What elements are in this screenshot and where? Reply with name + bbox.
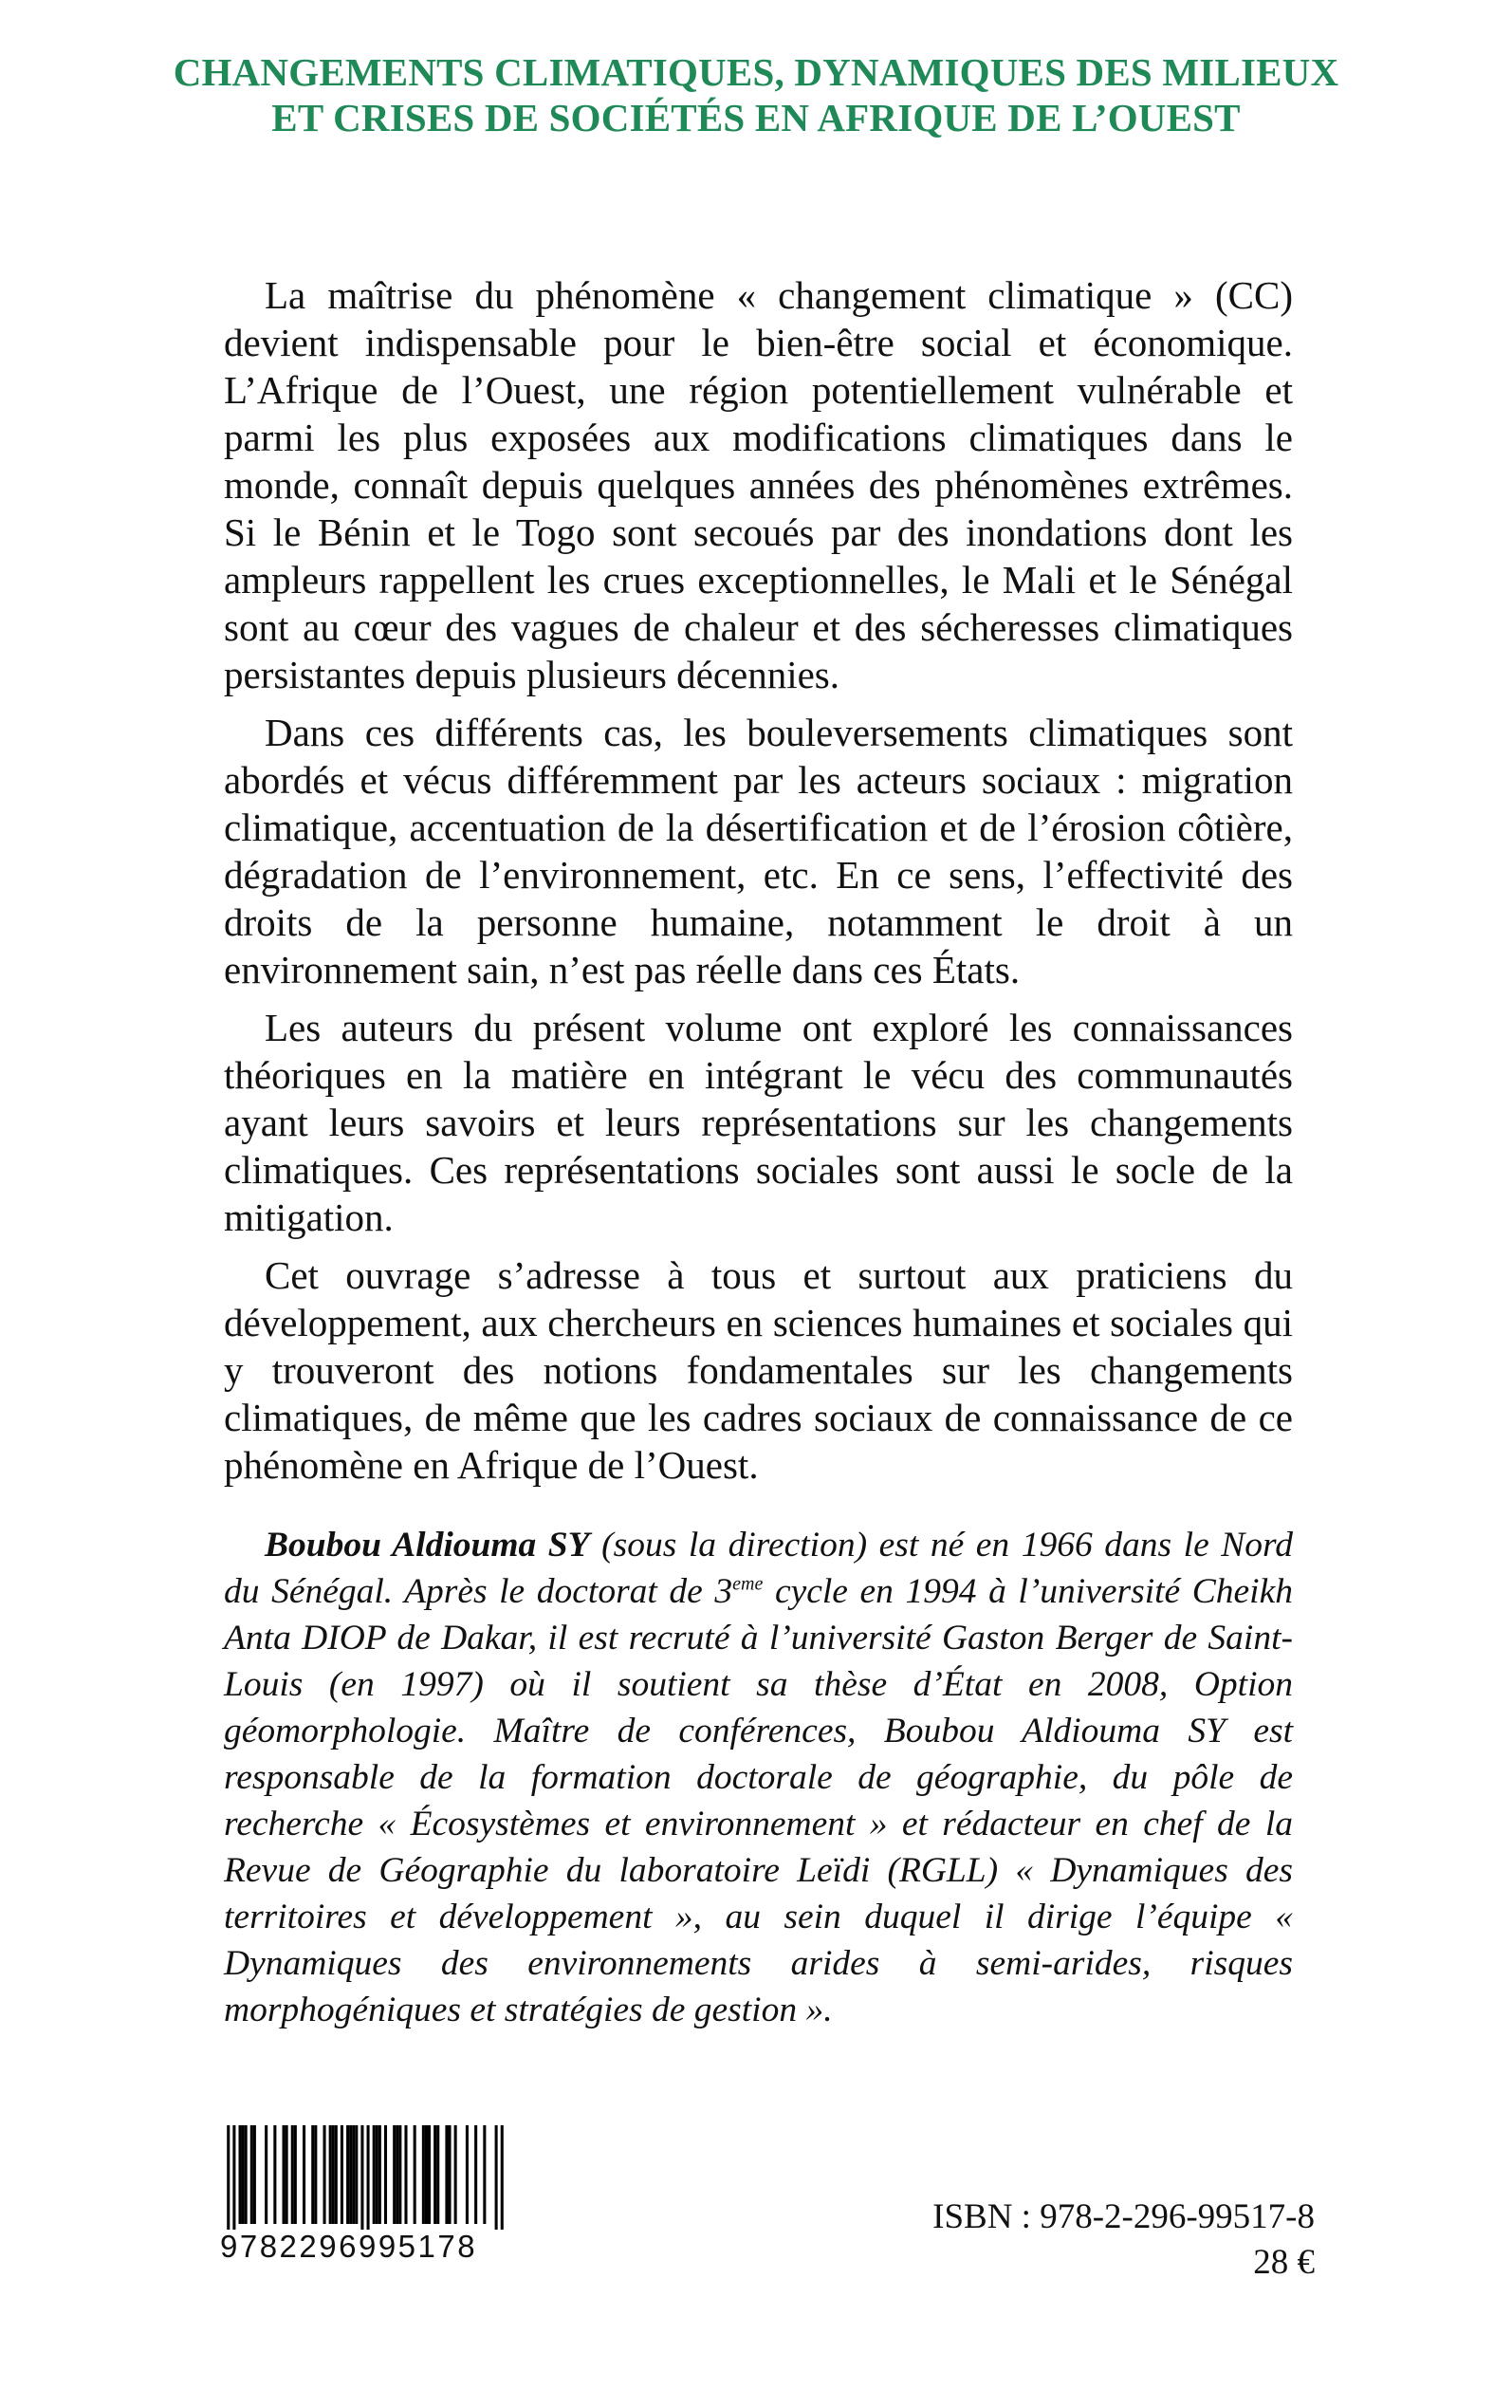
- book-title: [123, 49, 1389, 140]
- barcode-bar: [346, 2125, 349, 2224]
- author-bio: [224, 1522, 1293, 2033]
- blurb-paragraph-3: Les auteurs du présent volume ont exploré les connaissances théoriques en la matière en intégrant le vécu des communautés ayant leurs savoirs et leurs représentations sur les changements climatiques. Ces représentations sociales sont aussi le socle de la mitigation.: [224, 1006, 1293, 1239]
- barcode-bar: [335, 2125, 338, 2224]
- barcode-bar: [294, 2125, 297, 2224]
- barcode-bar: [273, 2125, 276, 2224]
- barcode-bar: [232, 2125, 235, 2230]
- barcode-bar: [250, 2125, 253, 2224]
- barcode-bar: [404, 2125, 407, 2224]
- barcode-bar: [245, 2125, 248, 2224]
- barcode-bar: [436, 2125, 439, 2224]
- barcode-bar: [227, 2125, 230, 2230]
- title-line-2: ET CRISES DE SOCIÉTÉS EN AFRIQUE DE L’OUEST: [271, 96, 1241, 139]
- barcode-bar: [448, 2125, 451, 2224]
- barcode-bar: [238, 2125, 241, 2224]
- blurb-paragraph-2: Dans ces différents cas, les bouleversements climatiques sont abordés et vécus différemment par les acteurs sociaux : migration climatique, accentuation de la désertification et de l’érosion côtière, dégradation de l’environnement, etc. En ce sens, l’effectivité des droits de la personne humaine, notamment le droit à un environnement sain, n’est pas réelle dans ces États.: [224, 711, 1293, 991]
- barcode-bar: [303, 2125, 305, 2224]
- price: 28 €: [1253, 2243, 1315, 2282]
- author-name: Boubou Aldiouma SY: [265, 1525, 590, 1565]
- barcode-bar: [355, 2125, 358, 2224]
- barcode-bar: [454, 2125, 457, 2224]
- barcode-bars: [218, 2125, 512, 2230]
- barcode-bar: [311, 2125, 314, 2224]
- barcode-bar: [483, 2125, 486, 2224]
- barcode-bar: [242, 2125, 245, 2224]
- barcode-bar: [367, 2125, 370, 2230]
- bio-superscript: eme: [732, 1573, 764, 1594]
- barcode-bar: [253, 2125, 256, 2224]
- barcode-bar: [286, 2125, 288, 2224]
- barcode-bar: [428, 2125, 431, 2224]
- barcode-bar: [341, 2125, 343, 2224]
- barcode-bar: [314, 2125, 317, 2224]
- barcode-bar: [396, 2125, 398, 2224]
- barcode-bar: [474, 2125, 477, 2224]
- bio-text-part-1: (sous la direction) est né en 1966 dans le Nord du Sénégal. Après le doctorat de 3: [224, 1525, 1293, 1611]
- barcode-bar: [495, 2125, 498, 2230]
- barcode-bar: [422, 2125, 425, 2224]
- barcode-bar: [393, 2125, 396, 2224]
- title-line-1: CHANGEMENTS CLIMATIQUES, DYNAMIQUES DES MILIEUX: [173, 50, 1339, 94]
- bio-text-part-2: cycle en 1994 à l’université Cheikh Anta DIOP de Dakar, il est recruté à l’université Gaston Berger de Saint-Louis (en 1997) où il soutient sa thèse d’État en 2008, Option géomorphologie. Maître de conférences, Boubou Aldiouma SY est responsable de la formation doctorale de géographie, du pôle de recherche « Écosystèmes et environnement » et rédacteur en chef de la Revue de Géographie du laboratoire Leïdi (RGLL) « Dynamiques des territoires et développement », au sein duquel il dirige l’équipe « Dynamiques des environnements arides à semi-arides, risques morphogéniques et stratégies de gestion ».: [224, 1571, 1293, 2029]
- barcode-bar: [360, 2125, 363, 2230]
- barcode-bar: [398, 2125, 401, 2224]
- blurb-paragraph-4: Cet ouvrage s’adresse à tous et surtout aux praticiens du développement, aux chercheurs en sciences humaines et sociales qui y trouveront des notions fondamentales sur les changements climatiques, de même que les cadres sociaux de connaissance de ce phénomène en Afrique de l’Ouest.: [224, 1253, 1293, 1487]
- barcode-bar: [323, 2125, 326, 2224]
- barcode-bar: [425, 2125, 428, 2224]
- barcode-bar: [329, 2125, 332, 2224]
- barcode: [218, 2125, 512, 2230]
- barcode-bar: [291, 2125, 294, 2224]
- barcode-bar: [466, 2125, 469, 2224]
- isbn: ISBN : 978-2-296-99517-8: [932, 2197, 1315, 2236]
- barcode-bar: [378, 2125, 381, 2224]
- barcode-bar: [352, 2125, 355, 2224]
- blurb: [224, 271, 1293, 1499]
- barcode-bar: [445, 2125, 448, 2224]
- barcode-bar: [376, 2125, 378, 2224]
- barcode-bar: [265, 2125, 267, 2224]
- barcode-bar: [414, 2125, 416, 2224]
- barcode-bar: [332, 2125, 335, 2224]
- barcode-bar: [501, 2125, 504, 2230]
- barcode-bar: [433, 2125, 436, 2224]
- barcode-number: 9782296995178: [220, 2229, 478, 2264]
- barcode-bar: [283, 2125, 286, 2224]
- barcode-bar: [349, 2125, 352, 2224]
- blurb-paragraph-1: La maîtrise du phénomène « changement climatique » (CC) devient indispensable pour le bien-être social et économique. L’Afrique de l’Ouest, une région potentiellement vulnérable et parmi les plus exposées aux modifications climatiques dans le monde, connaît depuis quelques années des phénomènes extrêmes. Si le Bénin et le Togo sont secoués par des inondations dont les ampleurs rappellent les crues exceptionnelles, le Mali et le Sénégal sont au cœur des vagues de chaleur et des sécheresses climatiques persistantes depuis plusieurs décennies.: [224, 273, 1293, 696]
- barcode-bar: [373, 2125, 376, 2224]
- barcode-bar: [384, 2125, 387, 2224]
